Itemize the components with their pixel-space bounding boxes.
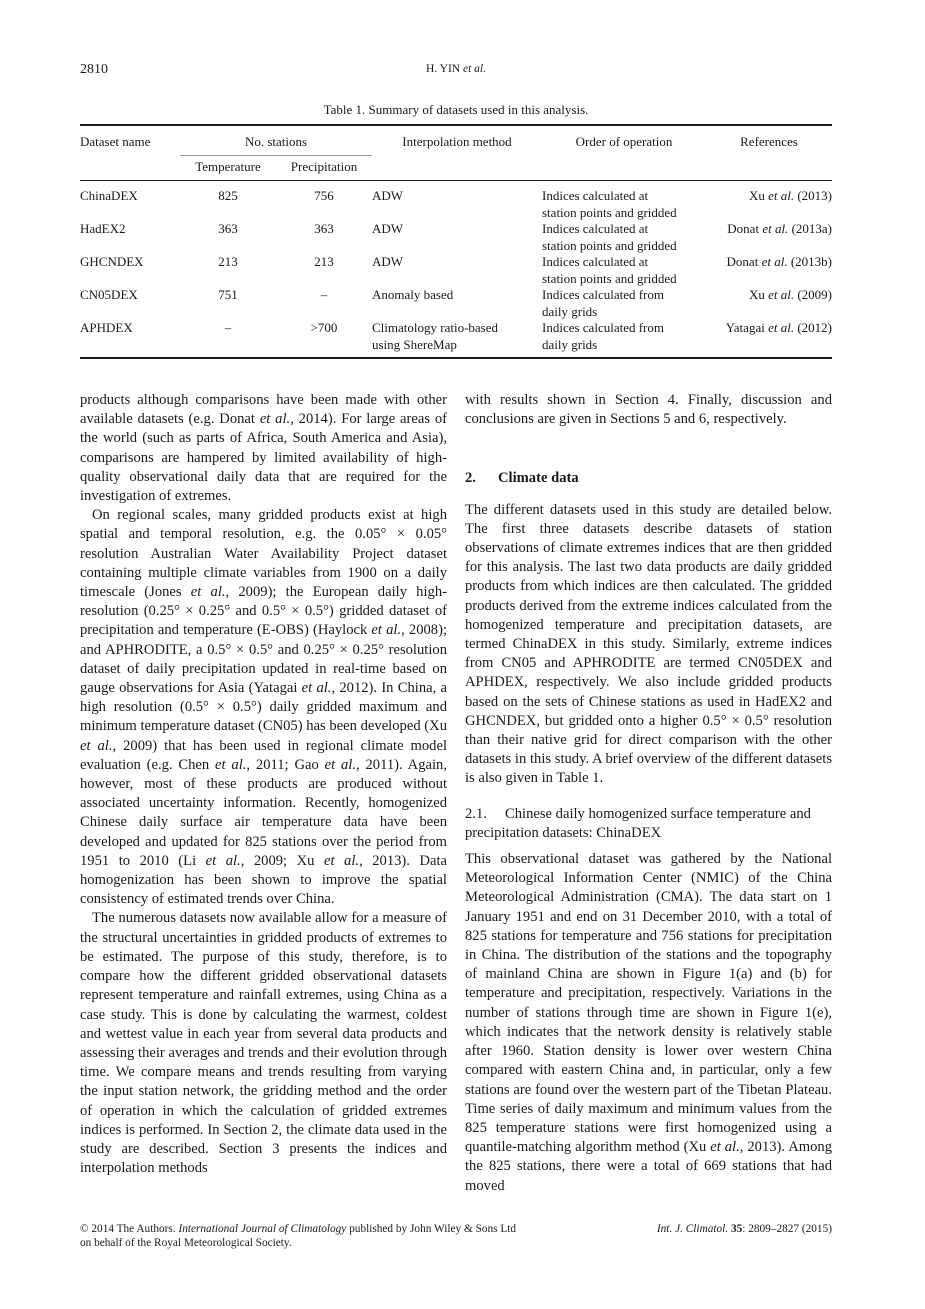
cell-reference: Yatagai et al. (2012)	[725, 320, 832, 335]
cell-temperature: –	[224, 320, 232, 335]
running-header	[80, 62, 832, 82]
table-row	[80, 287, 832, 320]
subsection-heading	[465, 805, 832, 843]
header-no-stations: No. stations	[180, 125, 372, 155]
left-column	[80, 391, 447, 1178]
page-number: 2810	[80, 62, 108, 77]
cell-name: HadEX2	[80, 221, 126, 236]
header-interpolation: Interpolation method	[402, 134, 512, 149]
running-author-name: H. YIN	[426, 63, 463, 75]
header-references: References	[740, 134, 798, 149]
paragraph: with results shown in Section 4. Finally, discussion and conclusions are given in Sections 5 and 6, respectively.	[465, 392, 832, 428]
section-heading	[465, 469, 832, 488]
cell-temperature: 213	[218, 254, 238, 269]
cell-precipitation: 213	[314, 254, 334, 269]
cell-interpolation: Anomaly based	[372, 287, 454, 302]
subsection-number: 2.1.	[465, 805, 487, 822]
running-author	[80, 63, 832, 75]
paragraph: This observational dataset was gathered by the National Meteorological Information Center (NMIC) of the China Meteorological Administration (CMA). The data start on 1 January 1951 and end on 31 December 2010, with a total of 825 stations for temperature and 756 stations for precipitation in China. The distribution of the stations and the topography of mainland China are shown in Figure 1(a) and (b) for temperature and precipitation, respectively. Variations in the number of stations through time are shown in Figure 1(e), which indicates that the network density is relatively stable after 1960. Station density is lower over western China compared with eastern China and, in particular, only a few stations are found over the western part of the Tibetan Plateau. Time series of daily maximum and minimum values from the 825 temperature stations were first homogenized using a quantile-matching algorithm method (Xu et al., 2013). Among the 825 stations, there were a total of 669 stations that had moved	[465, 851, 832, 1194]
cell-name: ChinaDEX	[80, 188, 138, 203]
table-caption: Table 1. Summary of datasets used in this analysis.	[323, 102, 589, 117]
paragraph: The different datasets used in this study are detailed below. The first three datasets describe datasets of station observations of climate extremes indices that are then gridded for this analysis. The last two data products are daily gridded products from which indices are then calculated. The gridded products derived from the extreme indices calculated from the homogenized temperature and precipitation datasets, are termed ChinaDEX in this study. Similarly, extreme indices from CN05 and APHRODITE are termed CN05DEX and APHDEX, respectively. We also include gridded products based on the sets of Chinese stations as used in HadEX2 and GHCNDEX, but gridded onto a higher 0.5° × 0.5° resolution than their native grid for direct comparison with the other datasets in this study. A brief overview of the different datasets is also given in Table 1.	[465, 501, 832, 787]
cell-temperature: 363	[218, 221, 238, 236]
cell-order: Indices calculated at station points and gridded	[542, 254, 677, 286]
cell-precipitation: >700	[310, 320, 338, 335]
cell-interpolation: ADW	[372, 188, 404, 203]
datasets-table	[80, 124, 832, 359]
cell-order: Indices calculated from daily grids	[542, 287, 664, 319]
section-title: Climate data	[498, 470, 579, 487]
cell-precipitation: 756	[314, 188, 334, 203]
cell-interpolation: Climatology ratio-based using ShereMap	[372, 320, 499, 352]
cell-order: Indices calculated at station points and gridded	[542, 188, 677, 220]
paragraph: products although comparisons have been made with other available datasets (e.g. Donat et al., 2014). For large areas of the world (such as parts of Africa, South America and Asia), comparisons are hampered by limited availability of high-quality observational daily data that are required for the investigation of extremes.	[80, 392, 448, 505]
cell-interpolation: ADW	[372, 221, 404, 236]
header-temperature: Temperature	[195, 158, 261, 174]
cell-temperature: 751	[218, 287, 238, 302]
cell-name: GHCNDEX	[80, 254, 144, 269]
journal-citation: Int. J. Climatol. 35: 2809–2827 (2015)	[656, 1223, 832, 1235]
header-precipitation: Precipitation	[290, 158, 358, 174]
cell-interpolation: ADW	[372, 254, 404, 269]
cell-reference: Donat et al. (2013b)	[726, 254, 832, 269]
running-author-etal: et al.	[462, 63, 486, 75]
cell-name: APHDEX	[80, 320, 133, 335]
cell-reference: Xu et al. (2009)	[748, 287, 832, 302]
paragraph: The numerous datasets now available allow for a measure of the structural uncertainties in gridded products of extremes to be estimated. The purpose of this study, therefore, is to compare how the different gridded observational datasets represent temperature and rainfall extremes, using China as a case study. This is done by calculating the warmest, coldest and wettest value in each year from several data products and assessing their averages and trends and their evolution through time. We compare means and trends resulting from varying the input station network, the gridding method and the order of operation in which the calculation of gridded extremes indices is performed. In Section 2, the climate data used in the study are described. Section 3 presents the indices and interpolation methods	[80, 910, 447, 1177]
cell-precipitation: –	[320, 287, 328, 302]
table-row	[80, 221, 832, 254]
cell-order: Indices calculated from daily grids	[542, 320, 664, 352]
cell-reference: Xu et al. (2013)	[748, 188, 832, 203]
table-row	[80, 181, 832, 222]
header-order: Order of operation	[575, 134, 673, 149]
header-dataset-name: Dataset name	[80, 134, 151, 149]
copyright-notice: © 2014 The Authors. International Journal of Climatology published by John Wiley & Sons Ltd on behalf of the Royal Meteorological Society.	[80, 1223, 517, 1249]
table-row	[80, 254, 832, 287]
cell-order: Indices calculated at station points and gridded	[542, 221, 677, 253]
cell-name: CN05DEX	[80, 287, 138, 302]
section-number: 2.	[465, 470, 476, 487]
subsection-title: Chinese daily homogenized surface temperature and precipitation datasets: ChinaDEX	[465, 805, 811, 841]
cell-temperature: 825	[218, 188, 238, 203]
right-column	[465, 391, 832, 1196]
table-row	[80, 320, 832, 358]
paragraph: On regional scales, many gridded products exist at high spatial and temporal resolution, e.g. the 0.05° × 0.05° resolution Australian Water Availability Project dataset containing multiple climate variables from 1900 on a daily timescale (Jones et al., 2009); the European daily high-resolution (0.25° × 0.25° and 0.5° × 0.5°) gridded dataset of precipitation and temperature (E-OBS) (Haylock et al., 2008); and APHRODITE, a 0.5° × 0.5° and 0.25° × 0.25° resolution dataset of daily precipitation updated in real-time based on gauge observations for Asia (Yatagai et al., 2012). In China, a high resolution (0.5° × 0.5°) daily gridded maximum and minimum temperature dataset (CN05) has been developed (Xu et al., 2009) that has been used in regional climate model evaluation (e.g. Chen et al., 2011; Gao et al., 2011). Again, however, most of these products are produced without associated uncertainty information. Recently, homogenized Chinese daily surface air temperature data have been developed and updated for 825 stations over the period from 1951 to 2010 (Li et al., 2009; Xu et al., 2013). Data homogenization has been shown to improve the spatial consistency of estimated trends over China.	[80, 507, 448, 908]
cell-precipitation: 363	[314, 221, 334, 236]
cell-reference: Donat et al. (2013a)	[727, 221, 832, 236]
